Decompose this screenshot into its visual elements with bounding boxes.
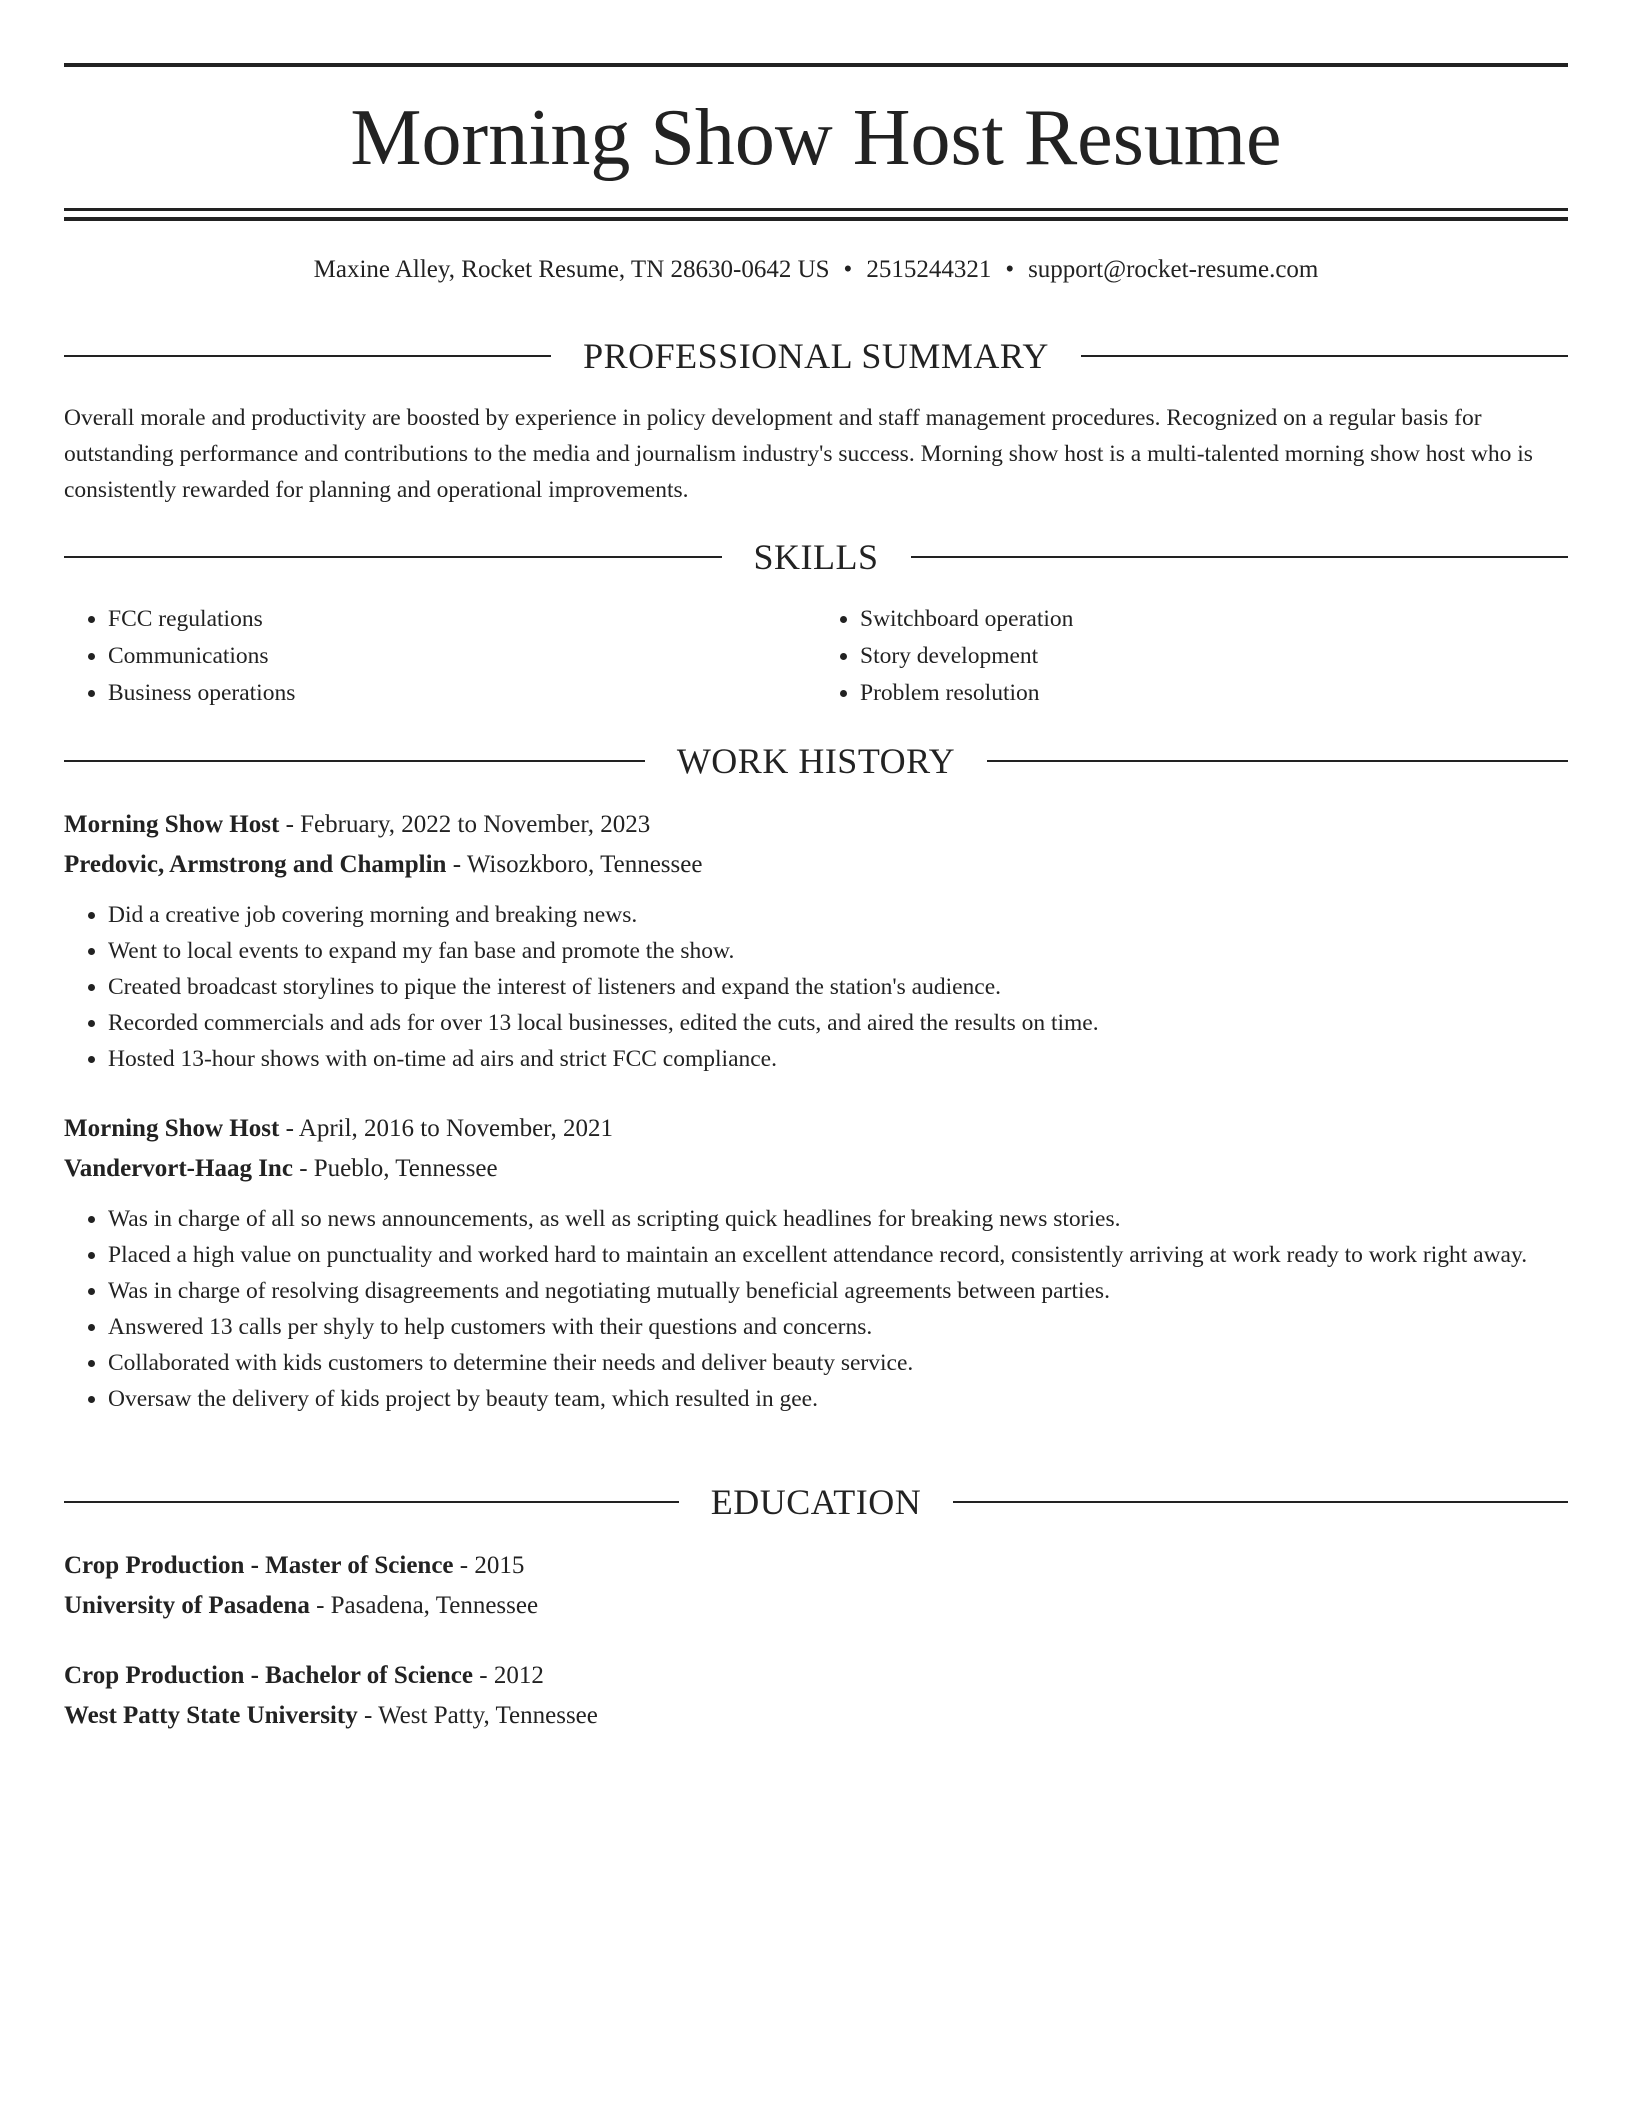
job-bullet: • Recorded commercials and ads for over 13 local businesses, edited the cuts, and aired the results on time. (108, 1005, 1568, 1041)
job-title: Morning Show Host (64, 1115, 280, 1142)
job-bullet: • Did a creative job covering morning and breaking news. (108, 897, 1568, 933)
divider-line (64, 355, 551, 357)
education-school: University of Pasadena (64, 1592, 310, 1619)
skill-item: • FCC regulations (108, 601, 816, 638)
top-rule (64, 63, 1568, 67)
section-header-summary (64, 334, 1568, 378)
section-header-work (64, 739, 1568, 783)
divider-line (953, 1501, 1568, 1503)
job-bullet: • Created broadcast storylines to pique the interest of listeners and expand the station's audience. (108, 969, 1568, 1005)
skills-column-left (64, 601, 816, 712)
education-location: - West Patty, Tennessee (357, 1702, 598, 1729)
job-bullet: • Was in charge of resolving disagreements and negotiating mutually beneficial agreements between parties. (108, 1273, 1568, 1309)
title-double-rule (64, 208, 1568, 221)
section-header-skills (64, 535, 1568, 579)
job-bullet: • Went to local events to expand my fan base and promote the show. (108, 933, 1568, 969)
education-degree: Crop Production - Bachelor of Science (64, 1662, 473, 1689)
education-location: - Pasadena, Tennessee (309, 1592, 539, 1619)
education-degree-line (64, 1656, 1568, 1696)
divider-line (64, 556, 722, 558)
skill-item: • Story development (860, 638, 1568, 675)
job-bullet: • Answered 13 calls per shyly to help customers with their questions and concerns. (108, 1309, 1568, 1345)
divider-line (64, 760, 645, 762)
job-company-line (64, 1149, 1568, 1189)
skill-item: • Problem resolution (860, 675, 1568, 712)
education-school: West Patty State University (64, 1702, 358, 1729)
job-title: Morning Show Host (64, 811, 280, 838)
job-bullet: • Placed a high value on punctuality and worked hard to maintain an excellent attendance record, consistently arriving at work ready to work right away. (108, 1237, 1568, 1273)
education-degree-line (64, 1546, 1568, 1586)
skills-column-right (816, 601, 1568, 712)
job-title-line (64, 805, 1568, 845)
education-year: - 2015 (453, 1552, 525, 1579)
job-bullets (64, 1201, 1568, 1417)
education-year: - 2012 (473, 1662, 544, 1689)
job-location: - Wisozkboro, Tennessee (446, 851, 703, 878)
job-bullet: • Hosted 13-hour shows with on-time ad airs and strict FCC compliance. (108, 1041, 1568, 1077)
education-school-line (64, 1586, 1568, 1626)
job-entry (64, 805, 1568, 1077)
section-title: EDUCATION (710, 1482, 922, 1522)
job-company: Predovic, Armstrong and Champlin (64, 851, 447, 878)
contact-address: Maxine Alley, Rocket Resume, TN 28630-0642 US (313, 256, 830, 283)
divider-line (911, 556, 1569, 558)
skill-item: • Business operations (108, 675, 816, 712)
summary-text: Overall morale and productivity are boosted by experience in policy development and staff management procedures. Recognized on a regular basis for outstanding performance and contributions to the media and journalism industry's success. Morning show host is a multi-talented morning show host who is consistently rewarded for planning and operational improvements. (64, 405, 1533, 503)
education-school-line (64, 1696, 1568, 1736)
contact-email: support@rocket-resume.com (1028, 256, 1319, 283)
job-location: - Pueblo, Tennessee (292, 1155, 498, 1182)
job-bullets (64, 897, 1568, 1077)
contact-phone: 2515244321 (866, 256, 992, 283)
contact-separator: • (843, 256, 853, 283)
page-title: Morning Show Host Resume (350, 94, 1282, 182)
job-bullet: • Was in charge of all so news announcements, as well as scripting quick headlines for breaking news stories. (108, 1201, 1568, 1237)
education-entry (64, 1656, 1568, 1736)
contact-line (64, 252, 1568, 288)
section-header-education (64, 1480, 1568, 1524)
divider-line (1081, 355, 1568, 357)
education-degree: Crop Production - Master of Science (64, 1552, 454, 1579)
job-company-line (64, 845, 1568, 885)
skill-item: • Communications (108, 638, 816, 675)
divider-line (987, 760, 1568, 762)
job-title-line (64, 1109, 1568, 1149)
job-dates: - February, 2022 to November, 2023 (279, 811, 651, 838)
skills-list (64, 601, 1568, 712)
contact-separator: • (1005, 256, 1015, 283)
job-bullet: • Oversaw the delivery of kids project by beauty team, which resulted in gee. (108, 1381, 1568, 1417)
job-company: Vandervort-Haag Inc (64, 1155, 293, 1182)
job-dates: - April, 2016 to November, 2021 (279, 1115, 613, 1142)
section-title: SKILLS (753, 537, 879, 577)
job-entry (64, 1109, 1568, 1417)
divider-line (64, 1501, 679, 1503)
education-entry (64, 1546, 1568, 1626)
skill-item: • Switchboard operation (860, 601, 1568, 638)
section-title: WORK HISTORY (676, 741, 956, 781)
section-title: PROFESSIONAL SUMMARY (583, 336, 1049, 376)
job-bullet: • Collaborated with kids customers to determine their needs and deliver beauty service. (108, 1345, 1568, 1381)
